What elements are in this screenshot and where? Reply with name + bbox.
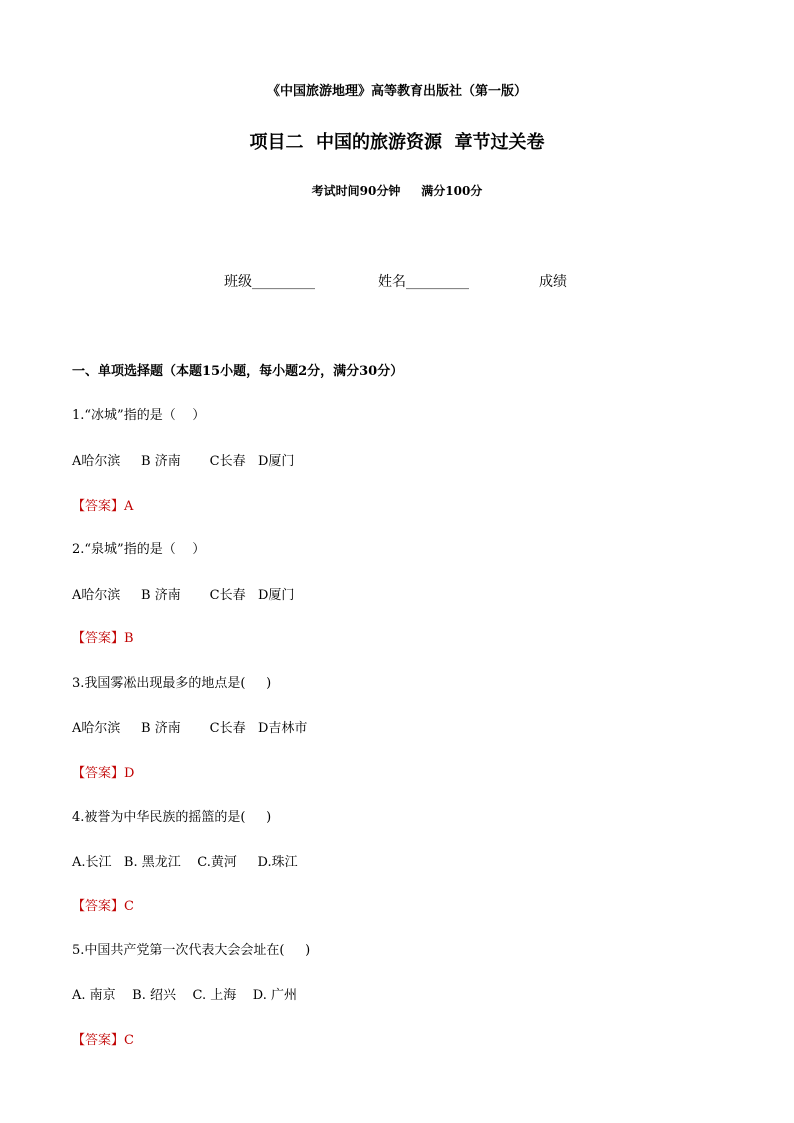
answer-tag: 【答案】 — [72, 631, 125, 646]
document-title: 项目二 中国的旅游资源 章节过关卷 — [249, 132, 545, 153]
answer-line — [72, 895, 134, 914]
question-stem: 4.被誉为中华民族的摇篮的是( ) — [72, 810, 272, 825]
answer-value: C — [124, 899, 134, 914]
question-stem: 2.“泉城”指的是（ ） — [72, 542, 206, 557]
answer-tag: 【答案】 — [72, 499, 125, 514]
answer-value: A — [124, 499, 134, 514]
score-field-label: 成绩 — [539, 274, 567, 290]
answer-value: C — [124, 1033, 134, 1048]
answer-tag: 【答案】 — [72, 899, 125, 914]
question-options: A. 南京 B. 绍兴 C. 上海 D. 广州 — [72, 988, 298, 1003]
answer-line — [72, 627, 134, 646]
question-options: A哈尔滨 B 济南 C长春 D厦门 — [72, 588, 295, 603]
answer-line — [72, 1029, 134, 1048]
answer-tag: 【答案】 — [72, 766, 125, 781]
answer-line — [72, 495, 133, 514]
section-heading: 一、单项选择题（本题15小题，每小题2分，满分30分） — [72, 364, 404, 379]
question-options: A.长江 B. 黑龙江 C.黄河 D.珠江 — [72, 855, 298, 870]
answer-value: D — [124, 766, 135, 781]
name-field-label: 姓名_________ — [378, 274, 469, 290]
question-stem: 3.我国雾凇出现最多的地点是( ) — [72, 676, 272, 691]
question-options: A哈尔滨 B 济南 C长春 D吉林市 — [72, 721, 308, 736]
answer-tag: 【答案】 — [72, 1033, 125, 1048]
exam-meta: 考试时间90分钟 满分100分 — [311, 184, 483, 198]
answer-line — [72, 762, 134, 781]
answer-value: B — [124, 631, 134, 646]
question-options: A哈尔滨 B 济南 C长春 D厦门 — [72, 454, 295, 469]
class-field-label: 班级_________ — [224, 274, 315, 290]
document-source: 《中国旅游地理》高等教育出版社（第一版） — [266, 84, 527, 99]
question-stem: 5.中国共产党第一次代表大会会址在( ) — [72, 943, 311, 958]
question-stem: 1.“冰城”指的是（ ） — [72, 408, 206, 423]
